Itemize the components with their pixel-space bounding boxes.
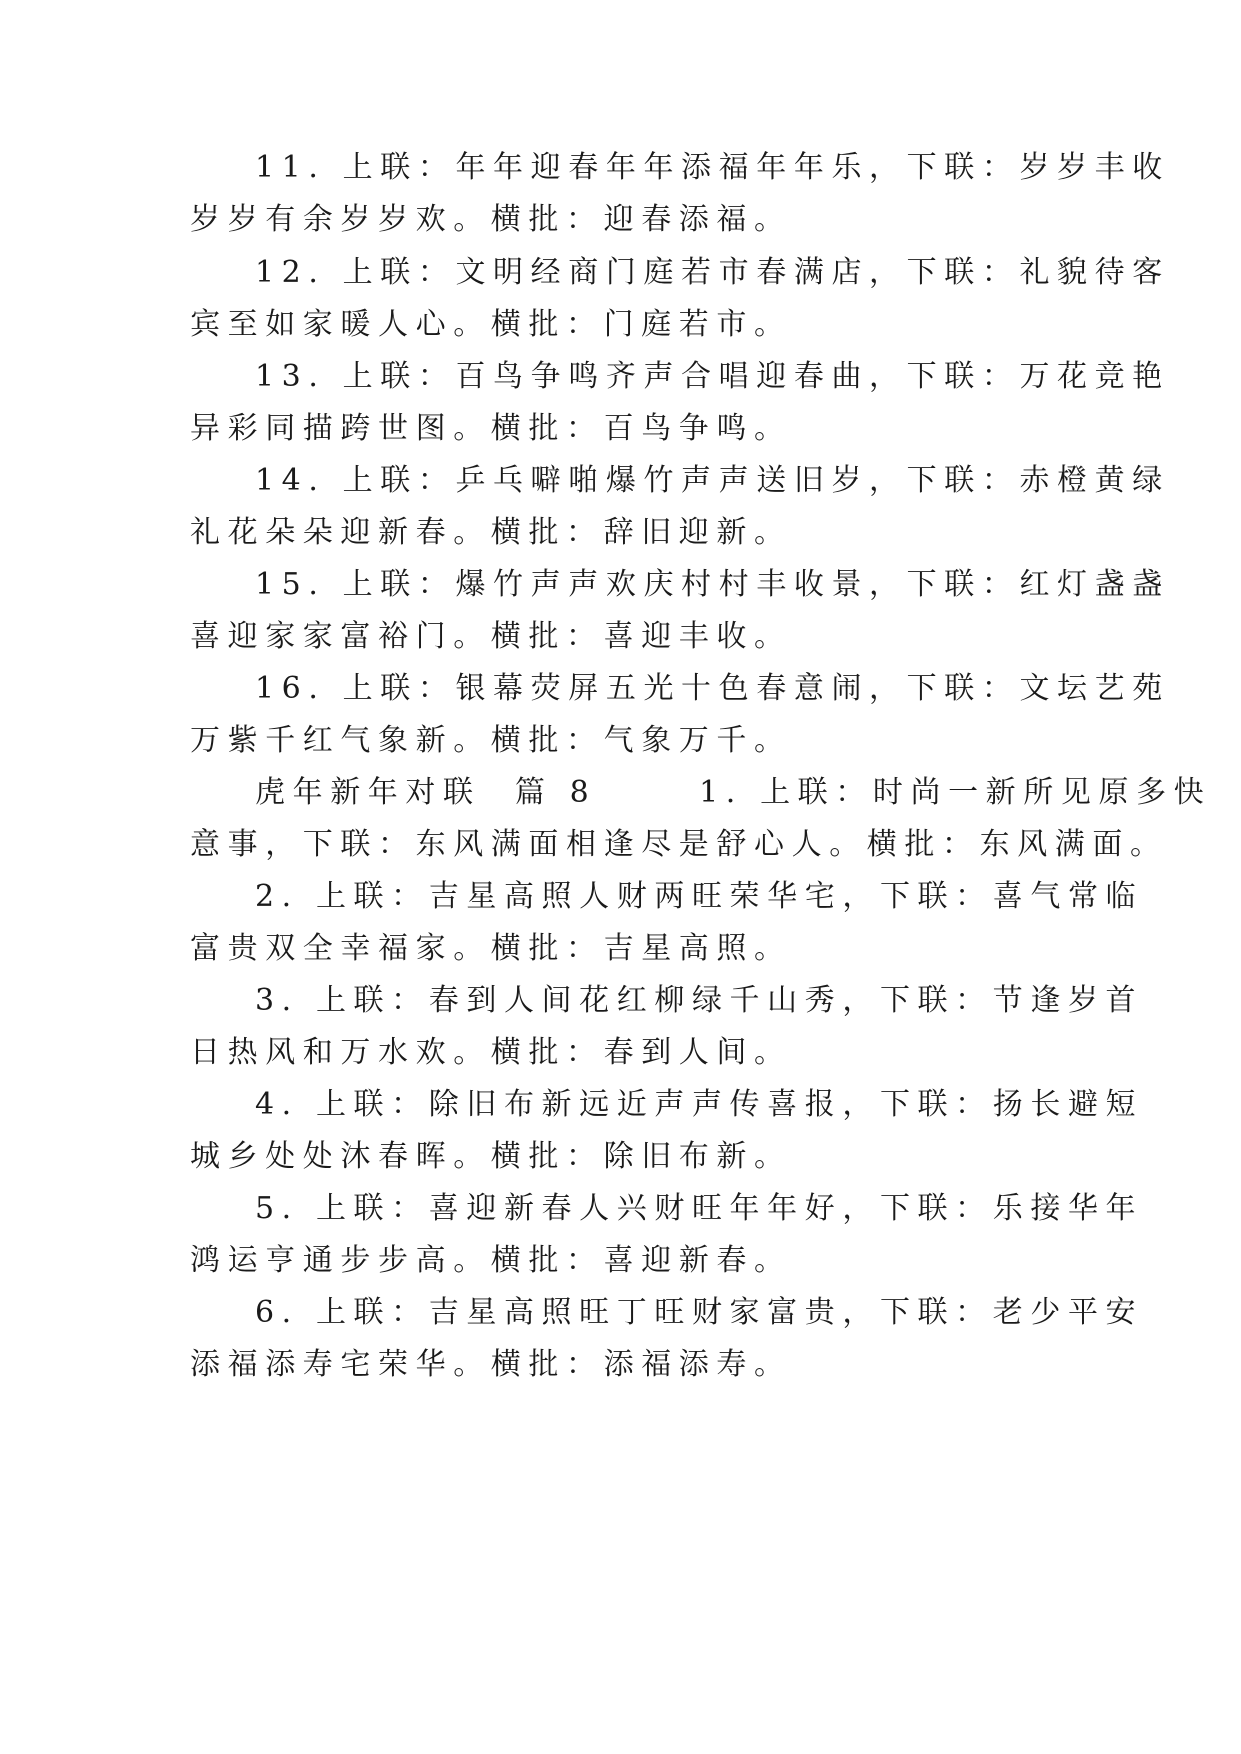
couplet-4-line-1: 4. 上联：除旧布新远近声声传喜报，下联：扬长避短 <box>255 1087 1144 1122</box>
couplet-14-line-2: 礼花朵朵迎新春。横批：辞旧迎新。 <box>190 515 792 550</box>
couplet-13-line-1: 13. 上联：百鸟争鸣齐声合唱迎春曲，下联：万花竞艳 <box>255 359 1170 394</box>
couplet-5-line-2: 鸿运亨通步步高。横批：喜迎新春。 <box>190 1243 792 1278</box>
couplet-11-line-2: 岁岁有余岁岁欢。横批：迎春添福。 <box>190 202 792 237</box>
couplet-12-line-1: 12. 上联：文明经商门庭若市春满店，下联：礼貌待客 <box>255 255 1170 290</box>
couplet-3-line-1: 3. 上联：春到人间花红柳绿千山秀，下联：节逢岁首 <box>255 983 1144 1018</box>
couplet-5-line-1: 5. 上联：喜迎新春人兴财旺年年好，下联：乐接华年 <box>255 1191 1144 1226</box>
couplet-14-line-1: 14. 上联：乒乓噼啪爆竹声声送旧岁，下联：赤橙黄绿 <box>255 463 1170 498</box>
couplet-2-line-2: 富贵双全幸福家。横批：吉星高照。 <box>190 931 792 966</box>
couplet-2-line-1: 2. 上联：吉星高照人财两旺荣华宅，下联：喜气常临 <box>255 879 1144 914</box>
couplet-3-line-2: 日热风和万水欢。横批：春到人间。 <box>190 1035 792 1070</box>
couplet-15-line-1: 15. 上联：爆竹声声欢庆村村丰收景，下联：红灯盏盏 <box>255 567 1170 602</box>
couplet-16-line-1: 16. 上联：银幕荧屏五光十色春意闹，下联：文坛艺苑 <box>255 671 1170 706</box>
couplet-4-line-2: 城乡处处沐春晖。横批：除旧布新。 <box>190 1139 792 1174</box>
couplet-6-line-2: 添福添寿宅荣华。横批：添福添寿。 <box>190 1347 792 1382</box>
couplet-15-line-2: 喜迎家家富裕门。横批：喜迎丰收。 <box>190 619 792 654</box>
couplet-13-line-2: 异彩同描跨世图。横批：百鸟争鸣。 <box>190 411 792 446</box>
couplet-11-line-1: 11. 上联：年年迎春年年添福年年乐，下联：岁岁丰收 <box>255 150 1170 185</box>
couplet-1-line-2: 意事，下联：东风满面相逢尽是舒心人。横批：东风满面。 <box>190 827 1168 862</box>
couplet-16-line-2: 万紫千红气象新。横批：气象万千。 <box>190 723 792 758</box>
couplet-12-line-2: 宾至如家暖人心。横批：门庭若市。 <box>190 307 792 342</box>
couplet-6-line-1: 6. 上联：吉星高照旺丁旺财家富贵，下联：老少平安 <box>255 1295 1144 1330</box>
section-heading-line: 虎年新年对联 篇 8 1. 上联：时尚一新所见原多快 <box>255 775 1212 810</box>
